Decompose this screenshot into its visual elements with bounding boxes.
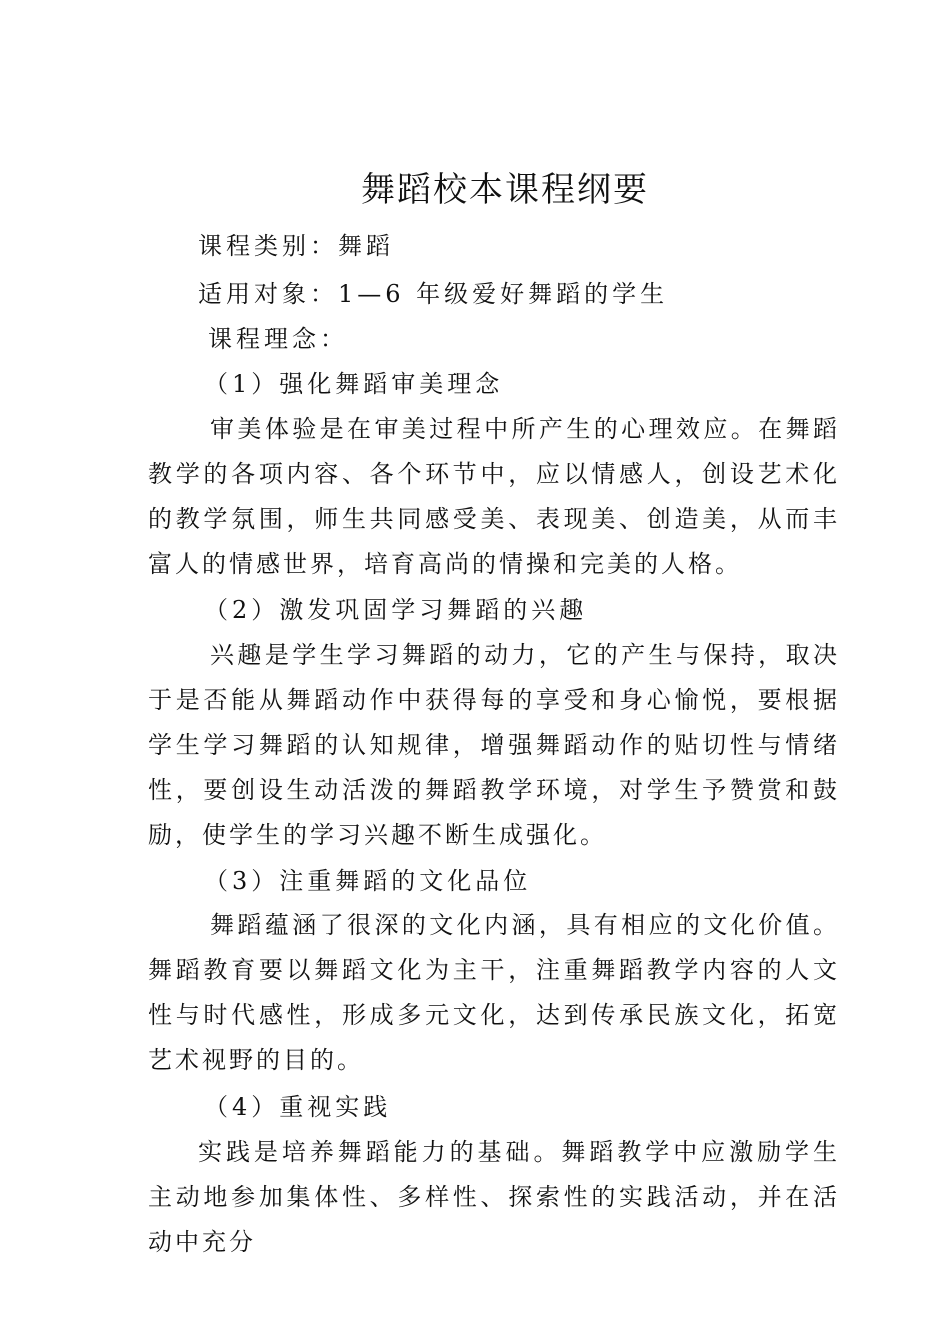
course-category: 课程类别：舞蹈: [198, 232, 394, 260]
section-body-2: 兴趣是学生学习舞蹈的动力，它的产生与保持，取决于是否能从舞蹈动作中获得每的享受和身心愉悦，要根据学生学习舞蹈的认知规律，增强舞蹈动作的贴切性与情绪性，要创设生动活泼的舞蹈教学环境，对学生予赞赏和鼓励，使学生的学习兴趣不断生成强化。: [148, 641, 840, 849]
document-title: 舞蹈校本课程纲要: [361, 170, 649, 210]
section-heading-4: （4）重视实践: [204, 1093, 392, 1121]
section-body-4: 实践是培养舞蹈能力的基础。舞蹈教学中应激励学生主动地参加集体性、多样性、探索性的实践活动，并在活动中充分: [148, 1138, 840, 1256]
section-heading-1: （1）强化舞蹈审美理念: [204, 370, 504, 398]
section-body-1: 审美体验是在审美过程中所产生的心理效应。在舞蹈教学的各项内容、各个环节中，应以情感人，创设艺术化的教学氛围，师生共同感受美、表现美、创造美，从而丰富人的情感世界，培育高尚的情操和完美的人格。: [148, 415, 840, 578]
philosophy-label: 课程理念：: [208, 325, 348, 353]
section-heading-3: （3）注重舞蹈的文化品位: [204, 867, 532, 895]
target-audience: 适用对象：1—6 年级爱好舞蹈的学生: [198, 280, 669, 308]
section-heading-2: （2）激发巩固学习舞蹈的兴趣: [204, 596, 588, 624]
section-body-3: 舞蹈蕴涵了很深的文化内涵，具有相应的文化价值。舞蹈教育要以舞蹈文化为主干，注重舞蹈教学内容的人文性与时代感性，形成多元文化，达到传承民族文化，拓宽艺术视野的目的。: [148, 911, 840, 1074]
